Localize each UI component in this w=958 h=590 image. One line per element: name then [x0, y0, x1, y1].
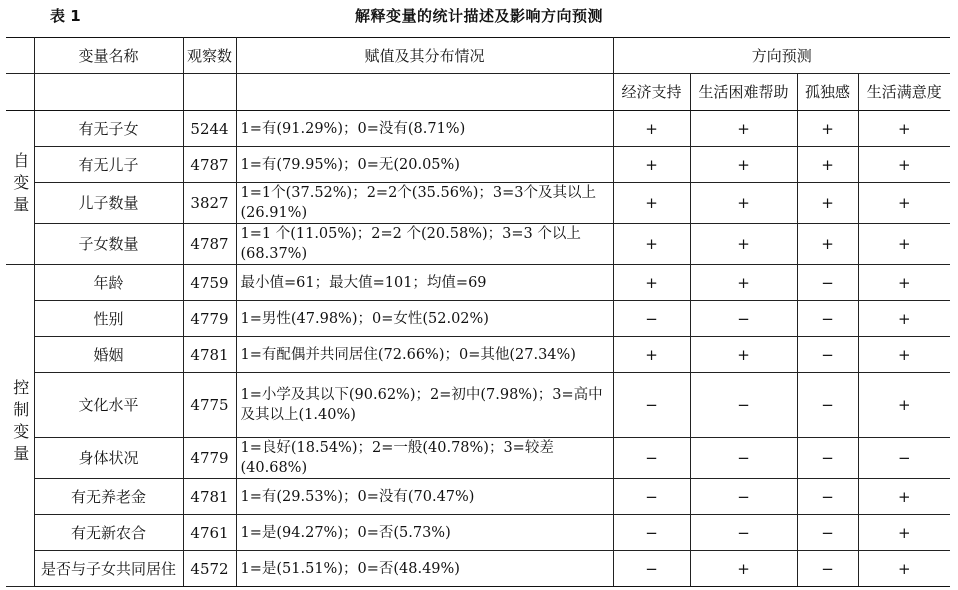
table-row — [6, 147, 950, 183]
table-row — [6, 479, 950, 515]
header-blank — [6, 74, 34, 111]
observation-count: 3827 — [183, 183, 236, 224]
direction-sign: + — [690, 111, 797, 147]
group-independent-label: 自变量 — [10, 152, 30, 218]
direction-sign: + — [690, 265, 797, 301]
direction-sign: − — [690, 373, 797, 438]
observation-count: 4779 — [183, 301, 236, 337]
table-row — [6, 551, 950, 587]
direction-sign: + — [858, 265, 950, 301]
table-row — [6, 515, 950, 551]
value-distribution: 1=是(94.27%)；0=否(5.73%) — [236, 515, 613, 551]
direction-sign: + — [613, 265, 690, 301]
header-outcome-help: 生活困难帮助 — [690, 74, 797, 111]
direction-sign: − — [613, 373, 690, 438]
direction-sign: − — [613, 301, 690, 337]
value-distribution: 1=有(29.53%)；0=没有(70.47%) — [236, 479, 613, 515]
table-row — [6, 301, 950, 337]
variable-name: 儿子数量 — [34, 183, 183, 224]
variable-name: 身体状况 — [34, 438, 183, 479]
table-body — [6, 111, 950, 587]
direction-sign: + — [690, 183, 797, 224]
table-title: 解释变量的统计描述及影响方向预测 — [354, 7, 603, 25]
header-row-sub — [6, 74, 950, 111]
variable-name: 婚姻 — [34, 337, 183, 373]
direction-sign: − — [613, 479, 690, 515]
direction-sign: − — [797, 337, 858, 373]
header-var-name: 变量名称 — [34, 38, 183, 74]
value-distribution: 最小值=61；最大值=101；均值=69 — [236, 265, 613, 301]
variable-name: 子女数量 — [34, 224, 183, 265]
variable-name: 年龄 — [34, 265, 183, 301]
variable-name: 有无新农合 — [34, 515, 183, 551]
direction-sign: + — [858, 551, 950, 587]
table-row — [6, 111, 950, 147]
direction-sign: − — [690, 515, 797, 551]
header-corner — [6, 38, 34, 74]
variable-name: 文化水平 — [34, 373, 183, 438]
direction-sign: − — [690, 479, 797, 515]
direction-sign: + — [858, 147, 950, 183]
direction-sign: − — [797, 515, 858, 551]
variable-name: 性别 — [34, 301, 183, 337]
direction-sign: + — [797, 224, 858, 265]
direction-sign: + — [613, 224, 690, 265]
observation-count: 4759 — [183, 265, 236, 301]
direction-sign: − — [797, 438, 858, 479]
direction-sign: + — [613, 111, 690, 147]
direction-sign: + — [858, 373, 950, 438]
value-distribution: 1=小学及其以下(90.62%)；2=初中(7.98%)；3=高中及其以上(1.40%) — [236, 373, 613, 438]
direction-sign: − — [858, 438, 950, 479]
group-independent — [6, 111, 34, 265]
observation-count: 4761 — [183, 515, 236, 551]
header-blank — [236, 74, 613, 111]
table-row — [6, 438, 950, 479]
direction-sign: + — [690, 224, 797, 265]
table-row — [6, 265, 950, 301]
value-distribution: 1=1 个(11.05%)；2=2 个(20.58%)；3=3 个以上(68.37%) — [236, 224, 613, 265]
observation-count: 4779 — [183, 438, 236, 479]
header-direction: 方向预测 — [613, 38, 950, 74]
header-obs: 观察数 — [183, 38, 236, 74]
observation-count: 4775 — [183, 373, 236, 438]
variable-name: 有无儿子 — [34, 147, 183, 183]
value-distribution: 1=是(51.51%)；0=否(48.49%) — [236, 551, 613, 587]
direction-sign: + — [858, 479, 950, 515]
value-distribution: 1=男性(47.98%)；0=女性(52.02%) — [236, 301, 613, 337]
group-control-label: 控制变量 — [10, 379, 30, 467]
direction-sign: − — [613, 515, 690, 551]
direction-sign: + — [613, 147, 690, 183]
observation-count: 4781 — [183, 479, 236, 515]
direction-sign: − — [613, 551, 690, 587]
direction-sign: − — [613, 438, 690, 479]
direction-sign: + — [690, 551, 797, 587]
direction-sign: + — [613, 337, 690, 373]
direction-sign: − — [797, 301, 858, 337]
direction-sign: + — [858, 183, 950, 224]
direction-sign: − — [797, 265, 858, 301]
variable-name: 是否与子女共同居住 — [34, 551, 183, 587]
direction-sign: + — [858, 111, 950, 147]
value-distribution: 1=有配偶并共同居住(72.66%)；0=其他(27.34%) — [236, 337, 613, 373]
observation-count: 4787 — [183, 147, 236, 183]
table-row — [6, 183, 950, 224]
table-number: 表 1 — [50, 7, 81, 25]
table-row — [6, 373, 950, 438]
table-caption — [0, 2, 958, 30]
direction-sign: − — [797, 479, 858, 515]
variable-name: 有无子女 — [34, 111, 183, 147]
direction-sign: + — [858, 224, 950, 265]
value-distribution: 1=有(79.95%)；0=无(20.05%) — [236, 147, 613, 183]
observation-count: 4572 — [183, 551, 236, 587]
header-outcome-econ: 经济支持 — [613, 74, 690, 111]
direction-sign: − — [797, 373, 858, 438]
observation-count: 4787 — [183, 224, 236, 265]
direction-sign: + — [690, 147, 797, 183]
table-row — [6, 337, 950, 373]
direction-sign: + — [858, 337, 950, 373]
header-blank — [34, 74, 183, 111]
statistics-table — [6, 37, 950, 587]
value-distribution: 1=1个(37.52%)；2=2个(35.56%)；3=3个及其以上(26.91%) — [236, 183, 613, 224]
direction-sign: + — [613, 183, 690, 224]
value-distribution: 1=良好(18.54%)；2=一般(40.78%)；3=较差(40.68%) — [236, 438, 613, 479]
direction-sign: + — [797, 183, 858, 224]
direction-sign: − — [690, 438, 797, 479]
group-control — [6, 265, 34, 587]
observation-count: 5244 — [183, 111, 236, 147]
header-outcome-satisfaction: 生活满意度 — [858, 74, 950, 111]
variable-name: 有无养老金 — [34, 479, 183, 515]
direction-sign: + — [690, 337, 797, 373]
direction-sign: + — [797, 147, 858, 183]
table-row — [6, 224, 950, 265]
direction-sign: + — [858, 301, 950, 337]
direction-sign: + — [858, 515, 950, 551]
direction-sign: − — [797, 551, 858, 587]
value-distribution: 1=有(91.29%)；0=没有(8.71%) — [236, 111, 613, 147]
direction-sign: + — [797, 111, 858, 147]
header-outcome-lonely: 孤独感 — [797, 74, 858, 111]
header-row-top — [6, 38, 950, 74]
direction-sign: − — [690, 301, 797, 337]
header-blank — [183, 74, 236, 111]
header-dist: 赋值及其分布情况 — [236, 38, 613, 74]
observation-count: 4781 — [183, 337, 236, 373]
